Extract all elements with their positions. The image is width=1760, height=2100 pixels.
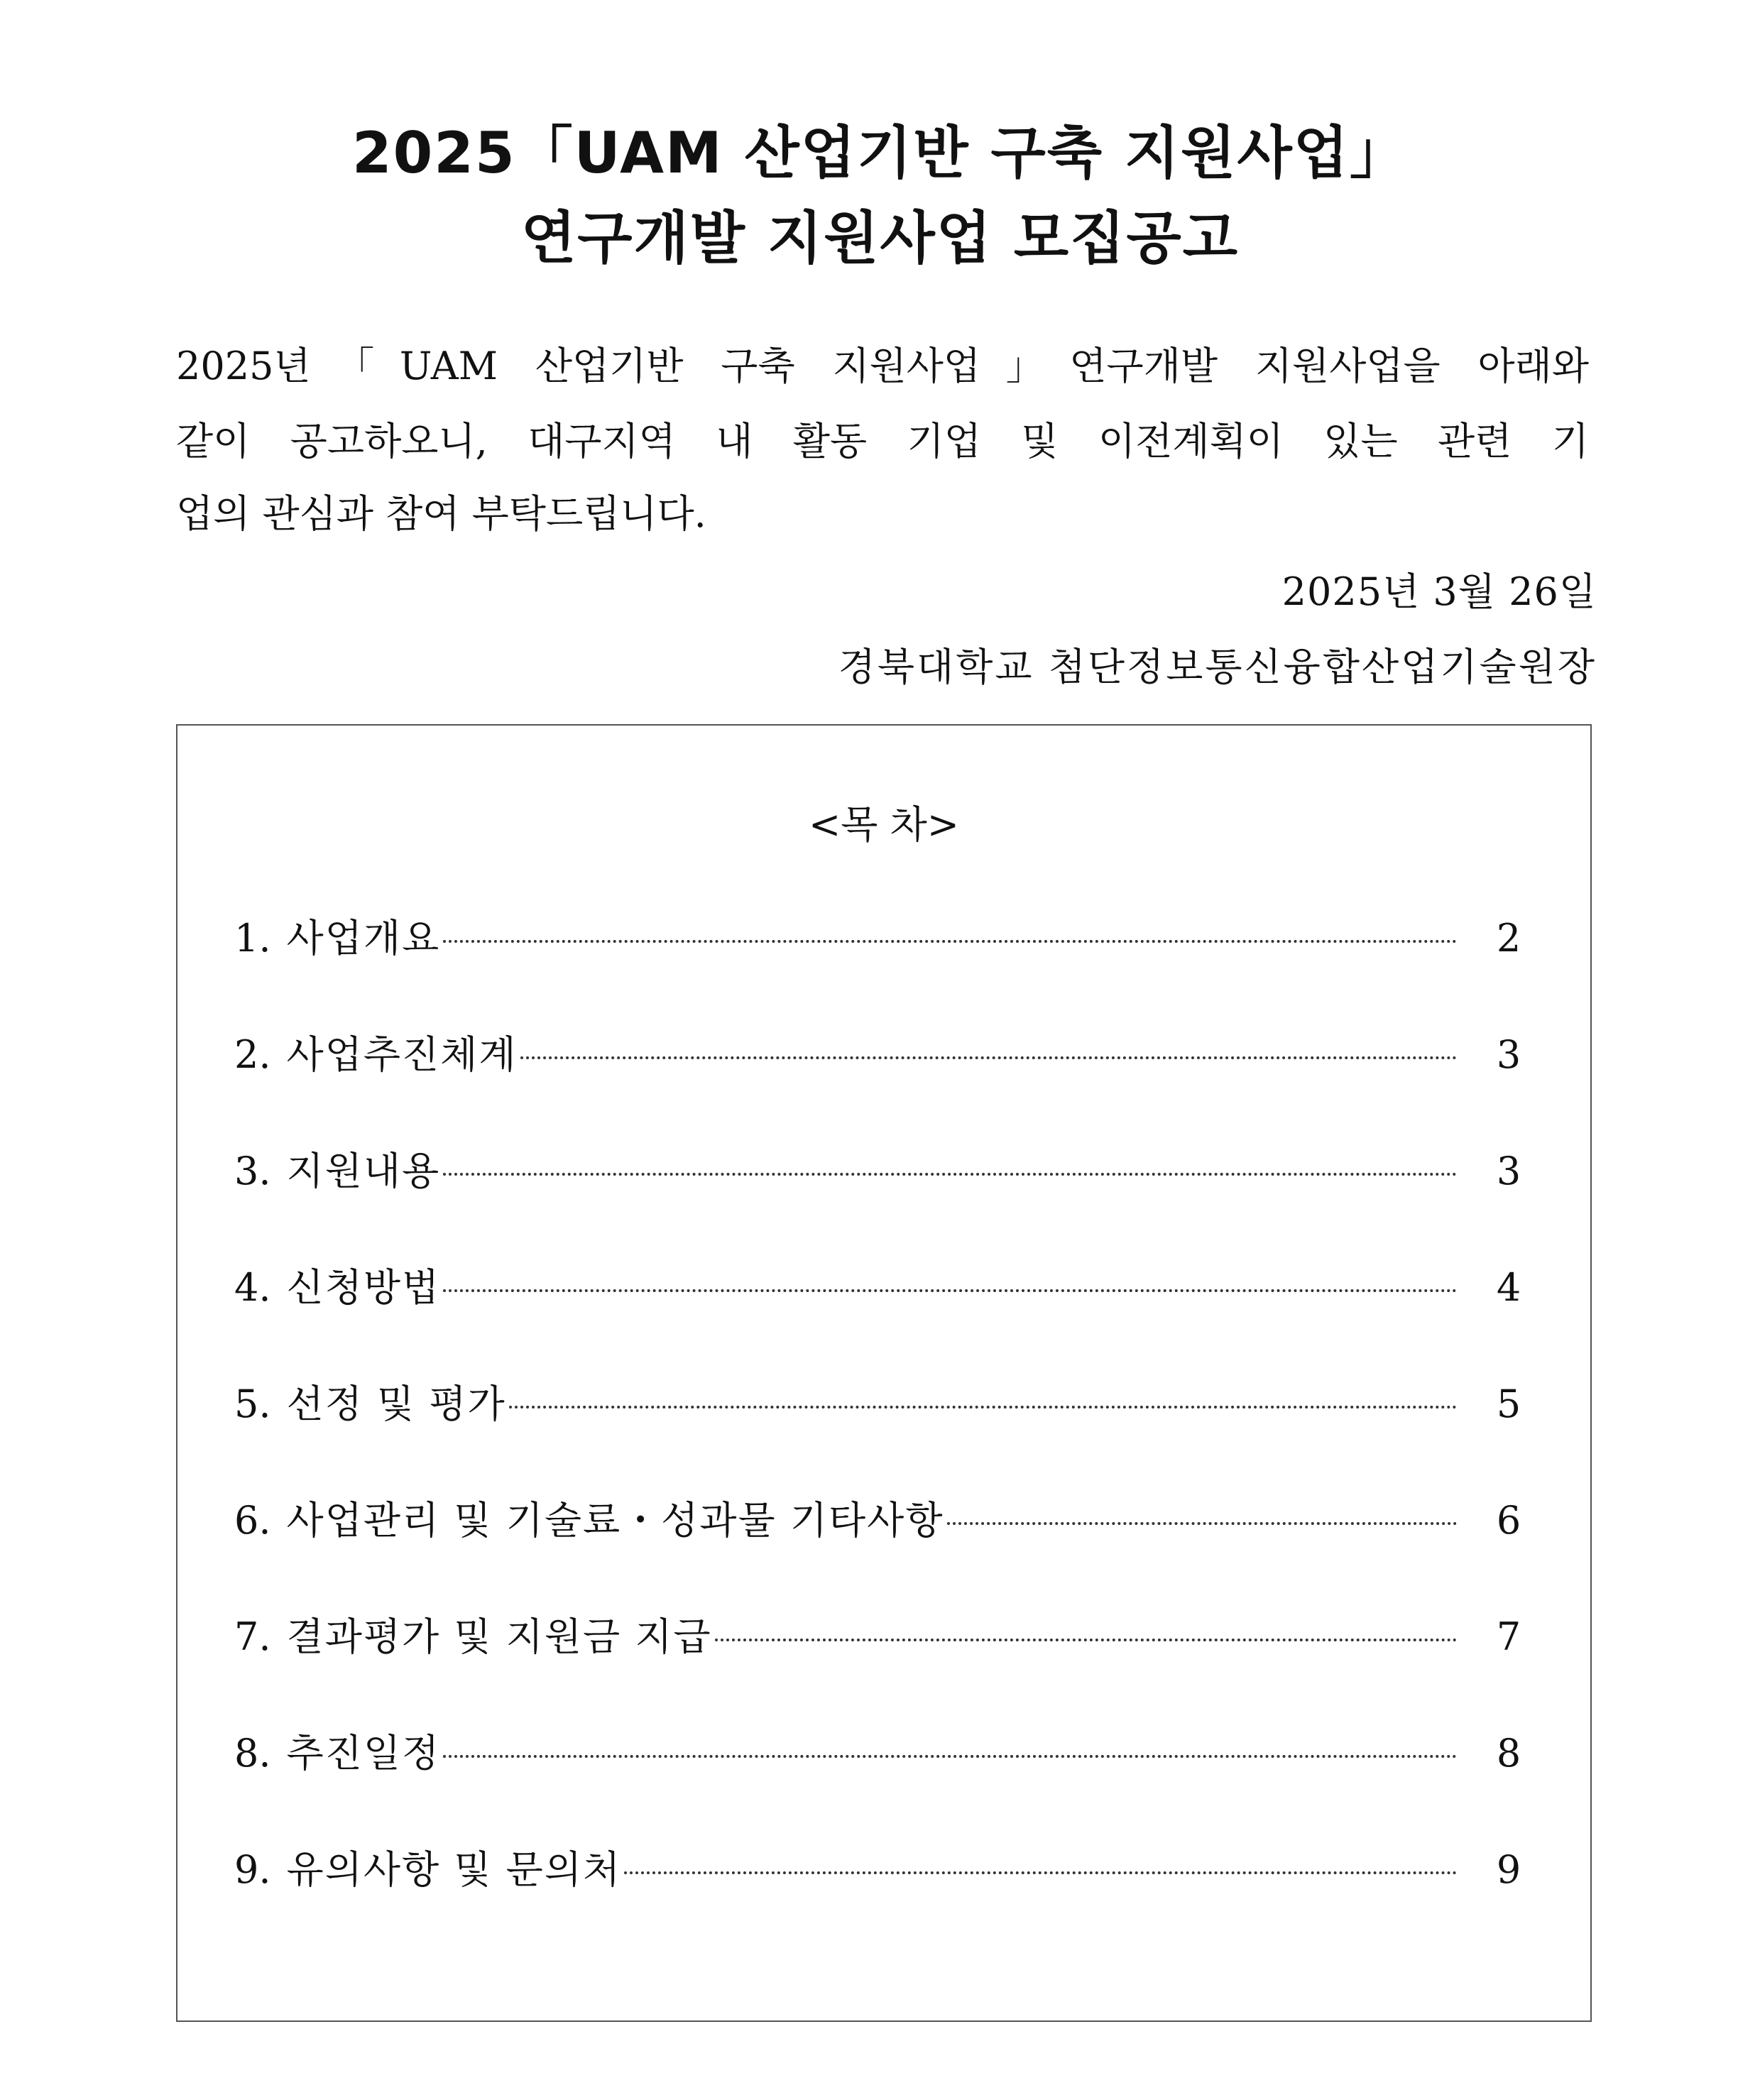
- intro-paragraph-line3: 업의 관심과 참여 부탁드립니다.: [176, 491, 706, 536]
- toc-dot-leader: [443, 1289, 1457, 1292]
- toc-item[interactable]: [234, 1732, 1525, 1849]
- toc-item-number: 3.: [234, 1149, 271, 1193]
- toc-item-label: 추진일정: [286, 1731, 441, 1776]
- toc-item-page: 9: [1496, 1847, 1521, 1892]
- document-title-line2: 연구개발 지원사업 모집공고: [520, 205, 1240, 271]
- toc-item-label: 사업관리 및 기술료・성과물 기타사항: [286, 1498, 944, 1543]
- toc-item-number: 5.: [234, 1382, 271, 1426]
- toc-list: [234, 917, 1525, 1965]
- toc-item-label: 사업추진체계: [286, 1032, 518, 1077]
- toc-item-number: 6.: [234, 1498, 271, 1543]
- toc-item[interactable]: [234, 1849, 1525, 1965]
- toc-item-page: 7: [1496, 1614, 1521, 1659]
- intro-paragraph-line1: 2025년「UAM 산업기반 구축 지원사업」연구개발 지원사업을 아래와: [176, 344, 1589, 388]
- toc-item-page: 5: [1496, 1382, 1521, 1426]
- toc-item-page: 2: [1496, 916, 1521, 961]
- toc-item[interactable]: [234, 1267, 1525, 1383]
- toc-item-page: 4: [1496, 1265, 1521, 1310]
- toc-item[interactable]: [234, 1499, 1525, 1616]
- toc-item-label: 지원내용: [286, 1149, 441, 1193]
- toc-item-number: 4.: [234, 1265, 271, 1310]
- toc-item-label: 사업개요: [286, 916, 441, 961]
- toc-item-page: 3: [1496, 1032, 1521, 1077]
- toc-dot-leader: [947, 1522, 1458, 1525]
- toc-item-page: 6: [1496, 1498, 1521, 1543]
- toc-item-number: 2.: [234, 1032, 271, 1077]
- toc-item-label: 선정 및 평가: [286, 1382, 506, 1426]
- toc-item-page: 3: [1496, 1149, 1521, 1193]
- toc-item-number: 1.: [234, 916, 271, 961]
- intro-paragraph-line2: 같이 공고하오니, 대구지역 내 활동 기업 및 이전계획이 있는 관련 기: [176, 419, 1589, 464]
- toc-item-label: 신청방법: [286, 1265, 441, 1310]
- issuing-organization: 경북대학교 첨단정보통신융합산업기술원장: [838, 645, 1597, 689]
- toc-item[interactable]: [234, 917, 1525, 1034]
- toc-title: <목 차>: [809, 802, 959, 847]
- toc-item-label: 결과평가 및 지원금 지급: [286, 1614, 712, 1659]
- toc-dot-leader: [443, 1173, 1457, 1176]
- toc-dot-leader: [509, 1406, 1457, 1409]
- toc-item-label: 유의사항 및 문의처: [286, 1847, 622, 1892]
- document-title-line1: 2025「UAM 산업기반 구축 지원사업」: [351, 120, 1409, 186]
- toc-item[interactable]: [234, 1383, 1525, 1499]
- toc-item-number: 9.: [234, 1847, 271, 1892]
- toc-item-number: 7.: [234, 1614, 271, 1659]
- toc-item-page: 8: [1496, 1731, 1521, 1776]
- table-of-contents: [176, 724, 1592, 2022]
- toc-dot-leader: [520, 1056, 1457, 1059]
- toc-item[interactable]: [234, 1034, 1525, 1150]
- toc-item[interactable]: [234, 1150, 1525, 1267]
- toc-item[interactable]: [234, 1616, 1525, 1732]
- toc-dot-leader: [443, 940, 1457, 943]
- announcement-date: 2025년 3월 26일: [1281, 569, 1597, 614]
- toc-dot-leader: [624, 1871, 1457, 1874]
- toc-item-number: 8.: [234, 1731, 271, 1776]
- toc-dot-leader: [715, 1639, 1457, 1641]
- toc-dot-leader: [443, 1755, 1457, 1758]
